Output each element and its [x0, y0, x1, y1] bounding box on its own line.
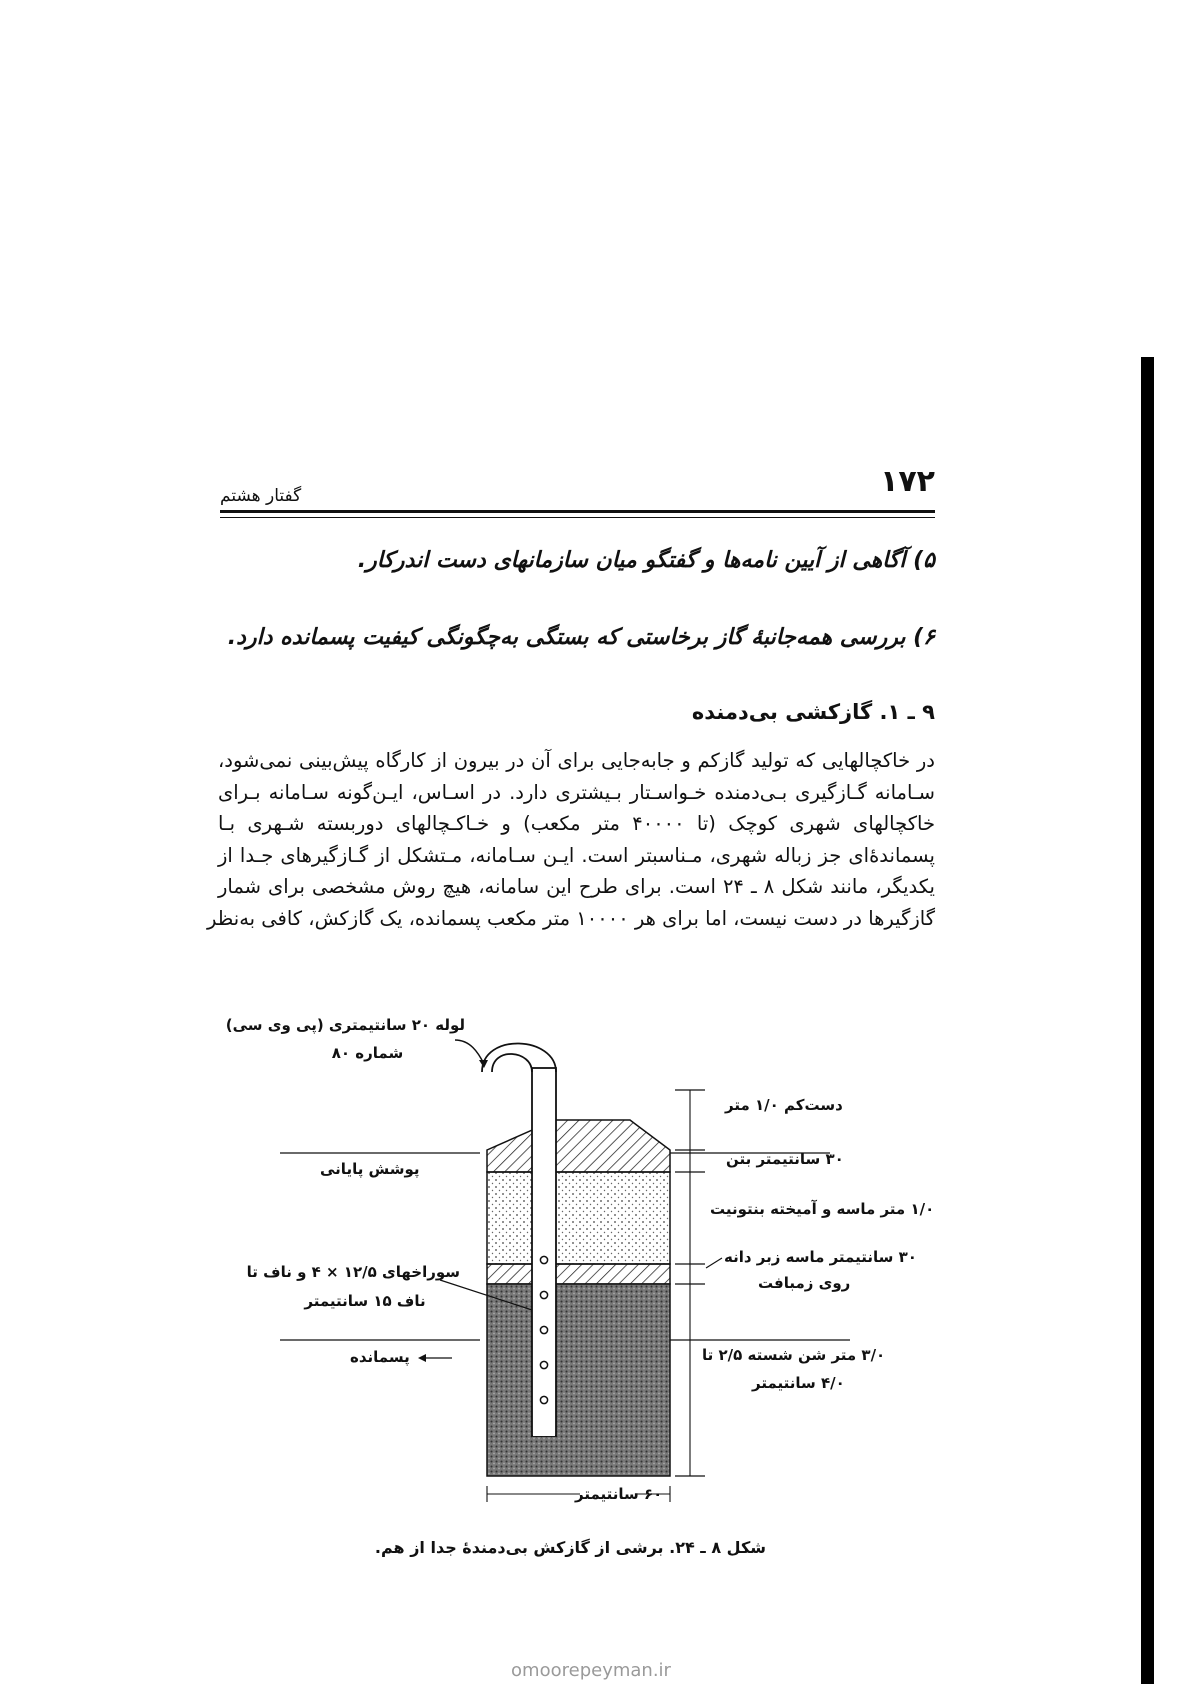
paragraph-line: در خاکچالهایی که تولید گازکم و جابه‌جایی برای آن در بیرون از کارگاه پیش‌بینی نمی‌شود، [218, 749, 935, 772]
coarse-sand-layer [487, 1264, 670, 1284]
gas-vent-figure [225, 1010, 935, 1510]
coarse-sand-label-2: روی زمبافت [758, 1274, 851, 1292]
pipe-label: لوله ۲۰ سانتیمتری (پی وی سی) [225, 1016, 465, 1034]
holes-label: سوراخهای ۱۲/۵ × ۴ و ناف تا [246, 1263, 460, 1281]
header-rule [220, 510, 935, 513]
min-height-label: دست‌کم ۱/۰ متر [725, 1096, 843, 1114]
holes-label-2: ناف ۱۵ سانتیمتر [304, 1292, 426, 1310]
paragraph-line: گازگیرها در دست نیست، اما برای هر ۱۰۰۰۰ متر مکعب پسمانده، یک گازکش، کافی به‌نظر [207, 906, 935, 930]
section-heading: ۹ ـ ۱. گازکشی بی‌دمنده [691, 700, 935, 724]
list-item-5: ۵) آگاهی از آیین نامه‌ها و گفتگو میان سازمانهای دست اندرکار. [357, 548, 935, 573]
paragraph-line: یکدیگر، مانند شکل ۸ ـ ۲۴ است. برای طرح این سامانه، هیچ روش مشخصی برای شمار [218, 875, 935, 898]
sand-bentonite-layer [487, 1172, 670, 1264]
list-item-6: ۶) بررسی همه‌جانبهٔ گاز برخاستی که بستگی به‌چگونگی کیفیت پسمانده دارد. [227, 625, 935, 650]
pipe-number-label: شماره ۸۰ [331, 1044, 404, 1062]
concrete-cap [487, 1120, 670, 1172]
chapter-title: گفتار هشتم [220, 486, 302, 506]
final-cover-label: پوشش پایانی [320, 1160, 420, 1178]
page-edge-bar [1141, 357, 1154, 1684]
width-label: ۶۰ سانتیمتر [575, 1485, 663, 1503]
perforated-section [533, 1242, 555, 1436]
gravel-label-2: ۴/۰ سانتیمتر [752, 1374, 845, 1392]
header-rule-thin [220, 517, 935, 518]
waste-label: پسمانده [350, 1348, 410, 1366]
watermark: omoorepeyman.ir [511, 1660, 671, 1681]
gravel-label: ۳/۰ متر شن شسته ۲/۵ تا [702, 1346, 886, 1364]
page-header [220, 458, 935, 528]
paragraph-line: سـامانه گـازگیری بـی‌دمنده خـواسـتار بـیشتری دارد. در اسـاس، ایـن‌گونه سـامانه بـرای [218, 780, 935, 804]
sand-bentonite-label: ۱/۰ متر ماسه و آمیخته بنتونیت [710, 1200, 935, 1218]
body-paragraph [207, 745, 935, 934]
concrete-label: ۳۰ سانتیمتر بتن [726, 1150, 844, 1168]
gravel-fill [487, 1284, 670, 1476]
pipe-bend [492, 1054, 532, 1072]
paragraph-line: خاکچالهای شهری کوچک (تا ۴۰۰۰۰ متر مکعب) و خـاکـچالهای دوربسته شـهری بـا [218, 812, 935, 835]
page-number: ۱۷۲ [880, 464, 935, 499]
figure-caption: شکل ۸ ـ ۲۴. برشی از گازکش بی‌دمندهٔ جدا از هم. [374, 1538, 766, 1557]
paragraph-line: پسماندهٔ‌ای جز زباله شهری، مـناسبتر است. ایـن سـامانه، مـتشکل از گـازگیرهای جـدا از [218, 843, 935, 867]
coarse-sand-label: ۳۰ سانتیمتر ماسه زبر دانه [724, 1248, 917, 1266]
